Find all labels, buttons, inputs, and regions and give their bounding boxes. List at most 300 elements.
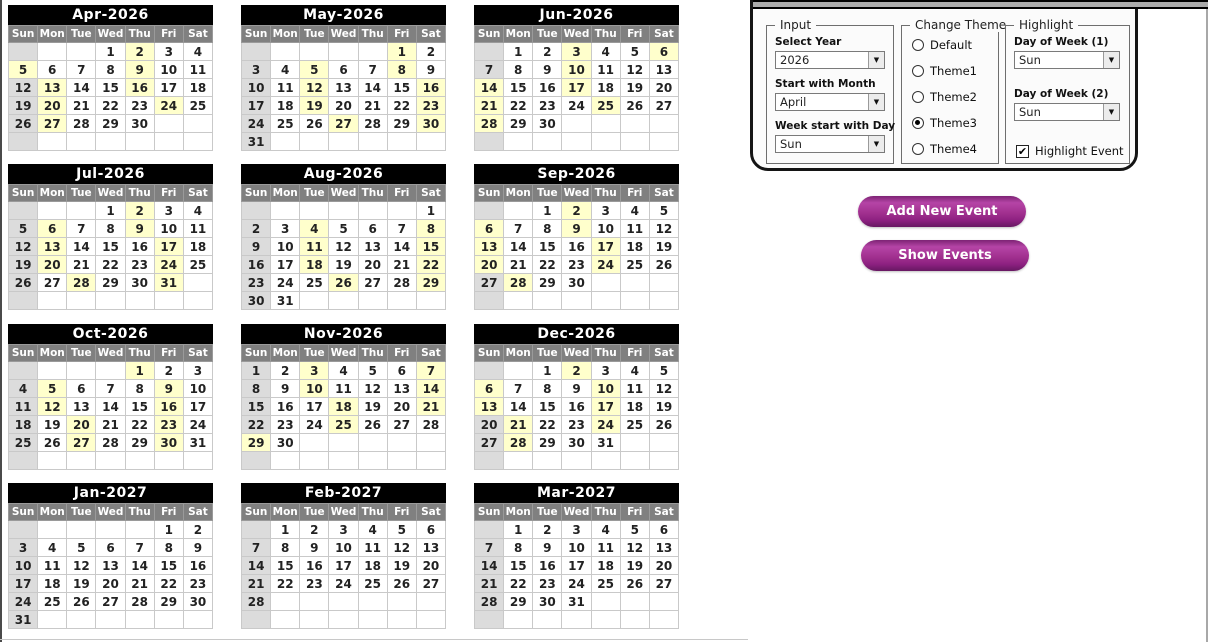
day-of-week-2-dropdown[interactable] — [1014, 103, 1120, 121]
day-cell[interactable]: 3 — [154, 202, 183, 220]
day-cell[interactable]: 6 — [416, 521, 445, 539]
theme-option-theme4[interactable] — [912, 142, 977, 156]
day-of-week-1-dropdown[interactable] — [1014, 51, 1120, 69]
day-cell[interactable]: 9 — [416, 61, 445, 79]
day-cell[interactable]: 30 — [416, 115, 445, 133]
day-cell[interactable]: 17 — [242, 97, 271, 115]
day-cell[interactable]: 24 — [562, 575, 591, 593]
day-cell[interactable]: 4 — [620, 202, 649, 220]
day-cell[interactable]: 22 — [533, 416, 562, 434]
day-cell[interactable]: 20 — [67, 416, 96, 434]
day-cell[interactable]: 27 — [475, 434, 504, 452]
day-cell[interactable]: 10 — [562, 61, 591, 79]
day-cell[interactable]: 26 — [329, 274, 358, 292]
day-cell[interactable]: 8 — [533, 220, 562, 238]
day-cell[interactable]: 2 — [154, 362, 183, 380]
day-cell[interactable]: 13 — [96, 557, 125, 575]
day-cell[interactable]: 16 — [562, 398, 591, 416]
day-cell[interactable]: 20 — [475, 416, 504, 434]
day-cell[interactable]: 27 — [649, 97, 678, 115]
day-cell[interactable]: 31 — [271, 292, 300, 310]
day-cell[interactable]: 14 — [67, 79, 96, 97]
day-cell[interactable]: 5 — [620, 521, 649, 539]
day-cell[interactable]: 2 — [562, 362, 591, 380]
day-cell[interactable]: 4 — [591, 521, 620, 539]
day-cell[interactable]: 14 — [504, 398, 533, 416]
day-cell[interactable]: 11 — [329, 380, 358, 398]
day-cell[interactable]: 3 — [154, 43, 183, 61]
day-cell[interactable]: 1 — [533, 362, 562, 380]
day-cell[interactable]: 1 — [416, 202, 445, 220]
day-cell[interactable]: 11 — [271, 79, 300, 97]
day-cell[interactable]: 23 — [533, 97, 562, 115]
day-cell[interactable]: 8 — [96, 220, 125, 238]
day-cell[interactable]: 19 — [9, 256, 38, 274]
day-cell[interactable]: 31 — [242, 133, 271, 151]
day-cell[interactable]: 14 — [242, 557, 271, 575]
day-cell[interactable]: 28 — [387, 274, 416, 292]
day-cell[interactable]: 16 — [183, 557, 212, 575]
show-events-button[interactable]: Show Events — [861, 240, 1029, 271]
day-cell[interactable]: 22 — [504, 575, 533, 593]
day-cell[interactable]: 6 — [475, 220, 504, 238]
day-cell[interactable]: 6 — [38, 61, 67, 79]
day-cell[interactable]: 3 — [329, 521, 358, 539]
day-cell[interactable]: 17 — [154, 238, 183, 256]
day-cell[interactable]: 26 — [300, 115, 329, 133]
day-cell[interactable]: 20 — [387, 398, 416, 416]
day-cell[interactable]: 29 — [125, 434, 154, 452]
day-cell[interactable]: 4 — [300, 220, 329, 238]
day-cell[interactable]: 29 — [96, 115, 125, 133]
day-cell[interactable]: 18 — [591, 79, 620, 97]
day-cell[interactable]: 19 — [9, 97, 38, 115]
day-cell[interactable]: 21 — [67, 256, 96, 274]
day-cell[interactable]: 22 — [416, 256, 445, 274]
day-cell[interactable]: 19 — [649, 238, 678, 256]
theme-option-default[interactable] — [912, 38, 972, 52]
day-cell[interactable]: 29 — [387, 115, 416, 133]
day-cell[interactable]: 22 — [271, 575, 300, 593]
day-cell[interactable]: 13 — [649, 539, 678, 557]
day-cell[interactable]: 28 — [242, 593, 271, 611]
day-cell[interactable]: 30 — [242, 292, 271, 310]
day-cell[interactable]: 7 — [416, 362, 445, 380]
day-cell[interactable]: 26 — [620, 575, 649, 593]
day-cell[interactable]: 28 — [416, 416, 445, 434]
day-cell[interactable]: 23 — [300, 575, 329, 593]
day-cell[interactable]: 29 — [154, 593, 183, 611]
day-cell[interactable]: 7 — [242, 539, 271, 557]
day-cell[interactable]: 15 — [125, 398, 154, 416]
day-cell[interactable]: 2 — [183, 521, 212, 539]
day-cell[interactable]: 31 — [154, 274, 183, 292]
day-cell[interactable]: 26 — [387, 575, 416, 593]
day-cell[interactable]: 25 — [620, 416, 649, 434]
day-cell[interactable]: 9 — [271, 380, 300, 398]
day-cell[interactable]: 7 — [387, 220, 416, 238]
day-cell[interactable]: 11 — [38, 557, 67, 575]
day-cell[interactable]: 16 — [416, 79, 445, 97]
day-cell[interactable]: 19 — [329, 256, 358, 274]
day-cell[interactable]: 20 — [38, 256, 67, 274]
day-cell[interactable]: 15 — [504, 557, 533, 575]
day-cell[interactable]: 7 — [504, 380, 533, 398]
day-cell[interactable]: 23 — [562, 256, 591, 274]
day-cell[interactable]: 13 — [38, 238, 67, 256]
day-cell[interactable]: 13 — [38, 79, 67, 97]
day-cell[interactable]: 16 — [154, 398, 183, 416]
day-cell[interactable]: 9 — [533, 539, 562, 557]
day-cell[interactable]: 12 — [387, 539, 416, 557]
day-cell[interactable]: 25 — [358, 575, 387, 593]
day-cell[interactable]: 23 — [242, 274, 271, 292]
day-cell[interactable]: 18 — [38, 575, 67, 593]
day-cell[interactable]: 14 — [475, 79, 504, 97]
day-cell[interactable]: 11 — [183, 220, 212, 238]
day-cell[interactable]: 21 — [67, 97, 96, 115]
day-cell[interactable]: 18 — [183, 79, 212, 97]
day-cell[interactable]: 2 — [533, 43, 562, 61]
day-cell[interactable]: 13 — [649, 61, 678, 79]
day-cell[interactable]: 21 — [416, 398, 445, 416]
day-cell[interactable]: 24 — [591, 256, 620, 274]
day-cell[interactable]: 7 — [67, 61, 96, 79]
day-cell[interactable]: 10 — [562, 539, 591, 557]
day-cell[interactable]: 17 — [154, 79, 183, 97]
day-cell[interactable]: 1 — [96, 43, 125, 61]
day-cell[interactable]: 17 — [329, 557, 358, 575]
day-cell[interactable]: 2 — [242, 220, 271, 238]
day-cell[interactable]: 3 — [562, 43, 591, 61]
day-cell[interactable]: 3 — [271, 220, 300, 238]
day-cell[interactable]: 15 — [504, 79, 533, 97]
day-cell[interactable]: 9 — [125, 61, 154, 79]
day-cell[interactable]: 25 — [183, 256, 212, 274]
day-cell[interactable]: 21 — [242, 575, 271, 593]
day-cell[interactable]: 6 — [649, 521, 678, 539]
day-cell[interactable]: 10 — [183, 380, 212, 398]
day-cell[interactable]: 27 — [649, 575, 678, 593]
day-cell[interactable]: 21 — [504, 416, 533, 434]
day-cell[interactable]: 20 — [416, 557, 445, 575]
day-cell[interactable]: 2 — [562, 202, 591, 220]
theme-option-theme1[interactable] — [912, 64, 977, 78]
day-cell[interactable]: 10 — [591, 220, 620, 238]
day-cell[interactable]: 17 — [591, 398, 620, 416]
day-cell[interactable]: 20 — [649, 79, 678, 97]
day-cell[interactable]: 21 — [475, 97, 504, 115]
day-cell[interactable]: 30 — [125, 274, 154, 292]
day-cell[interactable]: 26 — [67, 593, 96, 611]
day-cell[interactable]: 20 — [475, 256, 504, 274]
day-cell[interactable]: 11 — [591, 61, 620, 79]
chevron-down-icon[interactable]: ▼ — [868, 94, 884, 110]
day-cell[interactable]: 25 — [183, 97, 212, 115]
day-cell[interactable]: 4 — [9, 380, 38, 398]
day-cell[interactable]: 23 — [562, 416, 591, 434]
day-cell[interactable]: 1 — [387, 43, 416, 61]
day-cell[interactable]: 10 — [9, 557, 38, 575]
day-cell[interactable]: 18 — [183, 238, 212, 256]
day-cell[interactable]: 18 — [271, 97, 300, 115]
day-cell[interactable]: 1 — [125, 362, 154, 380]
day-cell[interactable]: 12 — [300, 79, 329, 97]
add-new-event-button[interactable]: Add New Event — [858, 196, 1026, 227]
day-cell[interactable]: 30 — [154, 434, 183, 452]
day-cell[interactable]: 9 — [125, 220, 154, 238]
week-start-with-day-dropdown[interactable] — [775, 135, 885, 153]
day-cell[interactable]: 27 — [329, 115, 358, 133]
day-cell[interactable]: 26 — [620, 97, 649, 115]
day-cell[interactable]: 23 — [416, 97, 445, 115]
day-cell[interactable]: 16 — [562, 238, 591, 256]
day-cell[interactable]: 30 — [562, 274, 591, 292]
day-cell[interactable]: 7 — [358, 61, 387, 79]
day-cell[interactable]: 7 — [67, 220, 96, 238]
day-cell[interactable]: 15 — [96, 238, 125, 256]
day-cell[interactable]: 4 — [183, 202, 212, 220]
day-cell[interactable]: 7 — [125, 539, 154, 557]
day-cell[interactable]: 9 — [154, 380, 183, 398]
day-cell[interactable]: 15 — [533, 398, 562, 416]
day-cell[interactable]: 5 — [9, 61, 38, 79]
theme-option-theme3[interactable] — [912, 116, 977, 130]
day-cell[interactable]: 25 — [271, 115, 300, 133]
day-cell[interactable]: 11 — [591, 539, 620, 557]
day-cell[interactable]: 14 — [358, 79, 387, 97]
day-cell[interactable]: 26 — [9, 274, 38, 292]
day-cell[interactable]: 4 — [329, 362, 358, 380]
day-cell[interactable]: 23 — [154, 416, 183, 434]
day-cell[interactable]: 29 — [504, 593, 533, 611]
day-cell[interactable]: 25 — [591, 575, 620, 593]
day-cell[interactable]: 18 — [620, 398, 649, 416]
day-cell[interactable]: 29 — [504, 115, 533, 133]
day-cell[interactable]: 10 — [242, 79, 271, 97]
day-cell[interactable]: 27 — [38, 115, 67, 133]
day-cell[interactable]: 11 — [620, 380, 649, 398]
day-cell[interactable]: 28 — [125, 593, 154, 611]
day-cell[interactable]: 30 — [562, 434, 591, 452]
day-cell[interactable]: 8 — [504, 539, 533, 557]
day-cell[interactable]: 9 — [300, 539, 329, 557]
day-cell[interactable]: 18 — [358, 557, 387, 575]
day-cell[interactable]: 5 — [620, 43, 649, 61]
day-cell[interactable]: 22 — [504, 97, 533, 115]
day-cell[interactable]: 19 — [620, 79, 649, 97]
day-cell[interactable]: 7 — [96, 380, 125, 398]
day-cell[interactable]: 30 — [183, 593, 212, 611]
day-cell[interactable]: 17 — [271, 256, 300, 274]
day-cell[interactable]: 2 — [125, 202, 154, 220]
day-cell[interactable]: 25 — [591, 97, 620, 115]
chevron-down-icon[interactable]: ▼ — [868, 52, 884, 68]
day-cell[interactable]: 5 — [67, 539, 96, 557]
day-cell[interactable]: 30 — [125, 115, 154, 133]
day-cell[interactable]: 8 — [271, 539, 300, 557]
day-cell[interactable]: 24 — [329, 575, 358, 593]
day-cell[interactable]: 9 — [562, 220, 591, 238]
day-cell[interactable]: 11 — [620, 220, 649, 238]
day-cell[interactable]: 15 — [387, 79, 416, 97]
day-cell[interactable]: 14 — [387, 238, 416, 256]
day-cell[interactable]: 20 — [96, 575, 125, 593]
day-cell[interactable]: 20 — [649, 557, 678, 575]
day-cell[interactable]: 7 — [475, 539, 504, 557]
day-cell[interactable]: 4 — [271, 61, 300, 79]
day-cell[interactable]: 2 — [300, 521, 329, 539]
day-cell[interactable]: 3 — [300, 362, 329, 380]
day-cell[interactable]: 31 — [183, 434, 212, 452]
day-cell[interactable]: 15 — [154, 557, 183, 575]
day-cell[interactable]: 16 — [533, 79, 562, 97]
day-cell[interactable]: 18 — [620, 238, 649, 256]
day-cell[interactable]: 8 — [96, 61, 125, 79]
day-cell[interactable]: 17 — [591, 238, 620, 256]
day-cell[interactable]: 23 — [533, 575, 562, 593]
day-cell[interactable]: 1 — [504, 43, 533, 61]
day-cell[interactable]: 5 — [358, 362, 387, 380]
day-cell[interactable]: 14 — [67, 238, 96, 256]
day-cell[interactable]: 12 — [649, 220, 678, 238]
day-cell[interactable]: 12 — [358, 380, 387, 398]
highlight-event-checkbox[interactable] — [1016, 144, 1124, 158]
chevron-down-icon[interactable]: ▼ — [868, 136, 884, 152]
day-cell[interactable]: 30 — [533, 115, 562, 133]
day-cell[interactable]: 11 — [9, 398, 38, 416]
day-cell[interactable]: 22 — [387, 97, 416, 115]
day-cell[interactable]: 26 — [649, 256, 678, 274]
day-cell[interactable]: 3 — [9, 539, 38, 557]
day-cell[interactable]: 28 — [504, 434, 533, 452]
day-cell[interactable]: 9 — [562, 380, 591, 398]
day-cell[interactable]: 28 — [504, 274, 533, 292]
day-cell[interactable]: 30 — [271, 434, 300, 452]
day-cell[interactable]: 1 — [154, 521, 183, 539]
day-cell[interactable]: 13 — [358, 238, 387, 256]
day-cell[interactable]: 22 — [96, 256, 125, 274]
day-cell[interactable]: 15 — [242, 398, 271, 416]
day-cell[interactable]: 31 — [9, 611, 38, 629]
day-cell[interactable]: 1 — [504, 521, 533, 539]
day-cell[interactable]: 16 — [271, 398, 300, 416]
day-cell[interactable]: 28 — [67, 274, 96, 292]
day-cell[interactable]: 27 — [387, 416, 416, 434]
chevron-down-icon[interactable]: ▼ — [1103, 104, 1119, 120]
day-cell[interactable]: 23 — [271, 416, 300, 434]
day-cell[interactable]: 26 — [358, 416, 387, 434]
day-cell[interactable]: 22 — [242, 416, 271, 434]
day-cell[interactable]: 13 — [329, 79, 358, 97]
day-cell[interactable]: 29 — [96, 274, 125, 292]
day-cell[interactable]: 16 — [533, 557, 562, 575]
day-cell[interactable]: 26 — [38, 434, 67, 452]
day-cell[interactable]: 3 — [183, 362, 212, 380]
day-cell[interactable]: 11 — [300, 238, 329, 256]
day-cell[interactable]: 22 — [96, 97, 125, 115]
day-cell[interactable]: 29 — [533, 434, 562, 452]
day-cell[interactable]: 27 — [358, 274, 387, 292]
day-cell[interactable]: 23 — [125, 97, 154, 115]
day-cell[interactable]: 17 — [183, 398, 212, 416]
day-cell[interactable]: 13 — [475, 238, 504, 256]
day-cell[interactable]: 5 — [387, 521, 416, 539]
day-cell[interactable]: 6 — [475, 380, 504, 398]
day-cell[interactable]: 7 — [475, 61, 504, 79]
day-cell[interactable]: 2 — [533, 521, 562, 539]
day-cell[interactable]: 28 — [358, 115, 387, 133]
day-cell[interactable]: 6 — [329, 61, 358, 79]
day-cell[interactable]: 10 — [591, 380, 620, 398]
day-cell[interactable]: 23 — [183, 575, 212, 593]
day-cell[interactable]: 19 — [67, 575, 96, 593]
day-cell[interactable]: 11 — [358, 539, 387, 557]
day-cell[interactable]: 31 — [562, 593, 591, 611]
day-cell[interactable]: 25 — [9, 434, 38, 452]
day-cell[interactable]: 11 — [183, 61, 212, 79]
day-cell[interactable]: 17 — [9, 575, 38, 593]
day-cell[interactable]: 25 — [38, 593, 67, 611]
day-cell[interactable]: 18 — [329, 398, 358, 416]
day-cell[interactable]: 13 — [416, 539, 445, 557]
day-cell[interactable]: 18 — [591, 557, 620, 575]
day-cell[interactable]: 10 — [329, 539, 358, 557]
day-cell[interactable]: 8 — [242, 380, 271, 398]
day-cell[interactable]: 29 — [416, 274, 445, 292]
day-cell[interactable]: 14 — [416, 380, 445, 398]
day-cell[interactable]: 7 — [504, 220, 533, 238]
day-cell[interactable]: 2 — [125, 43, 154, 61]
day-cell[interactable]: 6 — [38, 220, 67, 238]
day-cell[interactable]: 19 — [300, 97, 329, 115]
day-cell[interactable]: 21 — [475, 575, 504, 593]
day-cell[interactable]: 23 — [125, 256, 154, 274]
day-cell[interactable]: 9 — [183, 539, 212, 557]
day-cell[interactable]: 5 — [649, 362, 678, 380]
day-cell[interactable]: 28 — [475, 115, 504, 133]
day-cell[interactable]: 10 — [154, 61, 183, 79]
day-cell[interactable]: 26 — [9, 115, 38, 133]
day-cell[interactable]: 12 — [9, 238, 38, 256]
day-cell[interactable]: 28 — [475, 593, 504, 611]
day-cell[interactable]: 17 — [562, 79, 591, 97]
day-cell[interactable]: 22 — [125, 416, 154, 434]
day-cell[interactable]: 5 — [300, 61, 329, 79]
day-cell[interactable]: 15 — [271, 557, 300, 575]
day-cell[interactable]: 24 — [271, 274, 300, 292]
day-cell[interactable]: 12 — [329, 238, 358, 256]
day-cell[interactable]: 15 — [533, 238, 562, 256]
day-cell[interactable]: 4 — [358, 521, 387, 539]
day-cell[interactable]: 6 — [387, 362, 416, 380]
start-with-month-dropdown[interactable] — [775, 93, 885, 111]
day-cell[interactable]: 6 — [649, 43, 678, 61]
day-cell[interactable]: 9 — [242, 238, 271, 256]
day-cell[interactable]: 16 — [242, 256, 271, 274]
day-cell[interactable]: 16 — [125, 238, 154, 256]
day-cell[interactable]: 21 — [504, 256, 533, 274]
day-cell[interactable]: 14 — [504, 238, 533, 256]
day-cell[interactable]: 20 — [358, 256, 387, 274]
day-cell[interactable]: 29 — [242, 434, 271, 452]
day-cell[interactable]: 21 — [96, 416, 125, 434]
day-cell[interactable]: 18 — [9, 416, 38, 434]
day-cell[interactable]: 12 — [67, 557, 96, 575]
day-cell[interactable]: 9 — [533, 61, 562, 79]
day-cell[interactable]: 19 — [38, 416, 67, 434]
day-cell[interactable]: 16 — [300, 557, 329, 575]
